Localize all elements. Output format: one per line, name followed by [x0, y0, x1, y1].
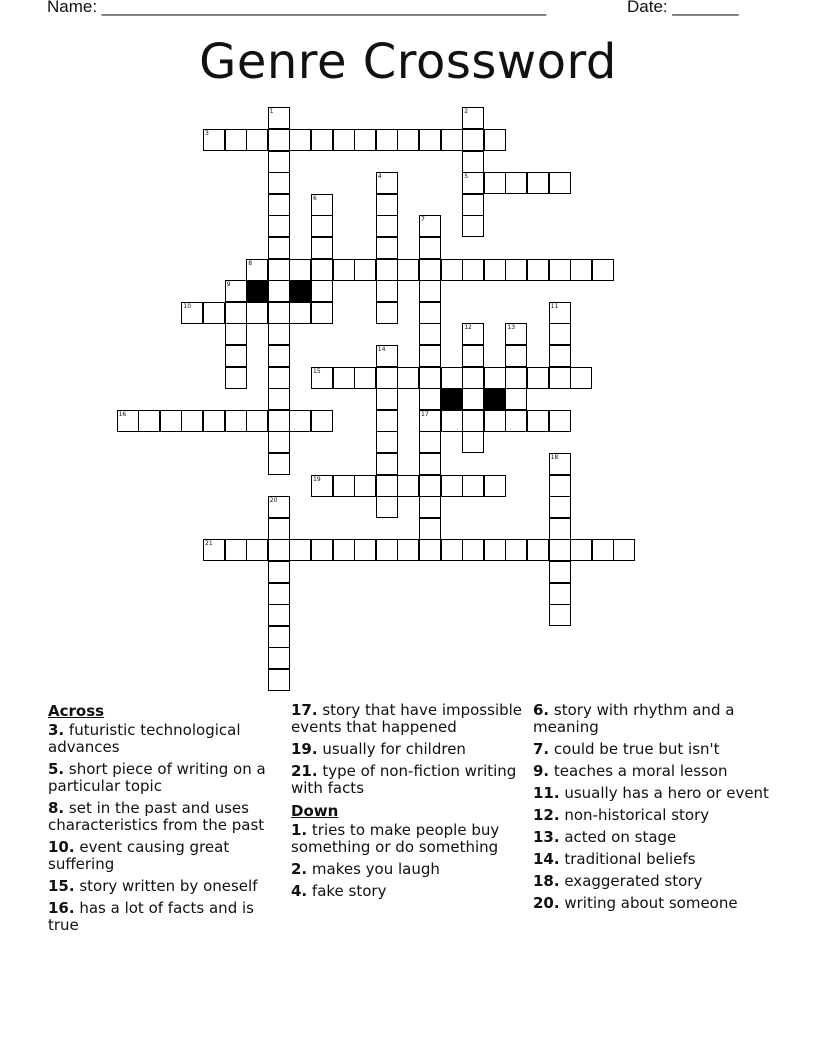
crossword-cell[interactable] — [311, 129, 333, 151]
crossword-cell[interactable] — [333, 539, 355, 561]
crossword-cell[interactable] — [484, 410, 506, 432]
crossword-cell[interactable] — [268, 561, 290, 583]
crossword-cell[interactable] — [505, 345, 527, 367]
crossword-cell[interactable] — [311, 194, 333, 216]
crossword-cell[interactable] — [268, 410, 290, 432]
crossword-cell[interactable] — [549, 172, 571, 194]
crossword-cell[interactable] — [419, 345, 441, 367]
clue — [533, 763, 773, 780]
clue-number: 15 — [313, 367, 321, 375]
crossword-cell[interactable] — [354, 539, 376, 561]
clue-number: 17. — [291, 701, 318, 719]
clue — [48, 722, 284, 756]
crossword-cell[interactable] — [549, 561, 571, 583]
crossword-cell[interactable] — [549, 367, 571, 389]
crossword-cell[interactable] — [376, 496, 398, 518]
crossword-cell[interactable] — [268, 151, 290, 173]
crossword-cell[interactable] — [311, 237, 333, 259]
clue-number: 15. — [48, 877, 75, 895]
crossword-cell[interactable] — [376, 129, 398, 151]
crossword-cell[interactable] — [592, 539, 614, 561]
clue-number: 16. — [48, 899, 75, 917]
crossword-cell[interactable] — [462, 194, 484, 216]
crossword-cell[interactable] — [203, 302, 225, 324]
crossword-cell[interactable] — [549, 518, 571, 540]
crossword-cell[interactable] — [419, 410, 441, 432]
crossword-cell[interactable] — [527, 367, 549, 389]
clue-number: 7 — [421, 216, 425, 224]
crossword-cell[interactable] — [311, 280, 333, 302]
clue-number: 7. — [533, 740, 550, 758]
clue-text: story with rhythm and a meaning — [533, 701, 735, 736]
crossword-cell[interactable] — [246, 410, 268, 432]
clue-column-1 — [48, 702, 284, 939]
crossword-cell[interactable] — [138, 410, 160, 432]
crossword-cell[interactable] — [289, 129, 311, 151]
crossword-cell[interactable] — [419, 475, 441, 497]
clue — [533, 741, 773, 758]
crossword-cell[interactable] — [527, 410, 549, 432]
clue — [533, 895, 773, 912]
crossword-cell[interactable] — [268, 129, 290, 151]
black-square — [289, 280, 311, 302]
crossword-cell[interactable] — [462, 129, 484, 151]
crossword-cell[interactable] — [570, 259, 592, 281]
crossword-cell[interactable] — [484, 259, 506, 281]
clue-text: story written by oneself — [74, 877, 258, 895]
crossword-cell[interactable] — [268, 280, 290, 302]
black-square — [246, 280, 268, 302]
clue-text: teaches a moral lesson — [549, 762, 728, 780]
clue-column-2 — [291, 702, 527, 905]
crossword-cell[interactable] — [441, 259, 463, 281]
clue-column-3 — [533, 702, 773, 917]
crossword-cell[interactable] — [376, 172, 398, 194]
crossword-cell[interactable] — [268, 215, 290, 237]
clue-text: set in the past and uses characteristics from the past — [48, 799, 265, 834]
crossword-cell[interactable] — [419, 539, 441, 561]
clue — [48, 800, 284, 834]
crossword-cell[interactable] — [462, 367, 484, 389]
crossword-cell[interactable] — [376, 237, 398, 259]
clue-number: 13 — [507, 324, 516, 332]
crossword-cell[interactable] — [376, 215, 398, 237]
crossword-cell[interactable] — [462, 539, 484, 561]
crossword-cell[interactable] — [505, 367, 527, 389]
clue-text: futuristic technological advances — [48, 721, 241, 756]
clue-text: could be true but isn't — [549, 740, 720, 758]
clue-text: story that have impossible events that happened — [291, 701, 523, 736]
clue-number: 8. — [48, 799, 65, 817]
crossword-cell[interactable] — [311, 410, 333, 432]
date-line: Date: _______ — [627, 0, 739, 16]
crossword-cell[interactable] — [376, 367, 398, 389]
clue — [48, 900, 284, 934]
clue — [533, 873, 773, 890]
crossword-cell[interactable] — [376, 388, 398, 410]
clue-number: 6 — [313, 194, 317, 202]
clue-text: non-historical story — [559, 806, 710, 824]
crossword-cell[interactable] — [505, 323, 527, 345]
crossword-cell[interactable] — [397, 259, 419, 281]
clue — [533, 851, 773, 868]
crossword-cell[interactable] — [225, 539, 247, 561]
crossword-cell[interactable] — [181, 302, 203, 324]
clue-number: 19. — [291, 740, 318, 758]
crossword-cell[interactable] — [419, 302, 441, 324]
crossword-cell[interactable] — [203, 410, 225, 432]
crossword-cell[interactable] — [419, 496, 441, 518]
crossword-cell[interactable] — [333, 475, 355, 497]
clue-number: 10 — [183, 302, 192, 310]
crossword-cell[interactable] — [419, 215, 441, 237]
crossword-cell[interactable] — [419, 280, 441, 302]
crossword-cell[interactable] — [268, 496, 290, 518]
clue-number: 19 — [313, 475, 321, 483]
clue-number: 5. — [48, 760, 65, 778]
crossword-cell[interactable] — [268, 539, 290, 561]
name-line: Name: _______________________________________________ — [47, 0, 547, 16]
crossword-cell[interactable] — [268, 194, 290, 216]
clue-number: 11. — [533, 784, 560, 802]
crossword-cell[interactable] — [246, 302, 268, 324]
clue — [291, 822, 527, 856]
crossword-cell[interactable] — [225, 410, 247, 432]
crossword-cell[interactable] — [268, 107, 290, 129]
crossword-cell[interactable] — [311, 259, 333, 281]
crossword-cell[interactable] — [289, 259, 311, 281]
clue-number: 2 — [464, 108, 469, 116]
clue — [533, 785, 773, 802]
clue-text: usually has a hero or event — [559, 784, 769, 802]
clue-number: 4 — [377, 173, 382, 181]
clue — [533, 829, 773, 846]
crossword-cell[interactable] — [484, 129, 506, 151]
crossword-cell[interactable] — [484, 367, 506, 389]
crossword-cell[interactable] — [268, 345, 290, 367]
clue-number: 3. — [48, 721, 65, 739]
crossword-cell[interactable] — [441, 367, 463, 389]
crossword-cell[interactable] — [311, 475, 333, 497]
clue-number: 9 — [226, 281, 231, 289]
crossword-cell[interactable] — [333, 129, 355, 151]
clue-number: 10. — [48, 838, 75, 856]
clue — [533, 807, 773, 824]
crossword-cell[interactable] — [225, 323, 247, 345]
crossword-cell[interactable] — [419, 518, 441, 540]
clue — [291, 741, 527, 758]
crossword-cell[interactable] — [225, 367, 247, 389]
black-square — [484, 388, 506, 410]
black-square — [441, 388, 463, 410]
clue-number: 13. — [533, 828, 560, 846]
crossword-cell[interactable] — [419, 237, 441, 259]
clue-number: 9. — [533, 762, 550, 780]
crossword-cell[interactable] — [268, 172, 290, 194]
clue-text: usually for children — [317, 740, 466, 758]
crossword-cell[interactable] — [268, 453, 290, 475]
crossword-cell[interactable] — [311, 215, 333, 237]
clue-number: 18. — [533, 872, 560, 890]
clue-number: 14. — [533, 850, 560, 868]
crossword-cell[interactable] — [462, 475, 484, 497]
crossword-cell[interactable] — [376, 475, 398, 497]
crossword-cell[interactable] — [268, 669, 290, 691]
crossword-cell[interactable] — [268, 388, 290, 410]
crossword-cell[interactable] — [333, 367, 355, 389]
crossword-cell[interactable] — [549, 453, 571, 475]
crossword-cell[interactable] — [462, 172, 484, 194]
clue-number: 12 — [464, 324, 472, 332]
clue-number: 8 — [248, 259, 253, 267]
crossword-cell[interactable] — [419, 388, 441, 410]
crossword-cell[interactable] — [462, 323, 484, 345]
clue-text: event causing great suffering — [48, 838, 230, 873]
crossword-cell[interactable] — [441, 475, 463, 497]
clue-number: 21. — [291, 762, 318, 780]
clue — [291, 861, 527, 878]
down-heading: Down — [291, 802, 339, 820]
clue-text: short piece of writing on a particular topic — [48, 760, 266, 795]
crossword-cell[interactable] — [181, 410, 203, 432]
clue-text: exaggerated story — [559, 872, 703, 890]
crossword-cell[interactable] — [203, 129, 225, 151]
clue-number: 20 — [269, 497, 278, 505]
across-heading: Across — [48, 702, 105, 720]
crossword-cell[interactable] — [268, 323, 290, 345]
crossword-cell[interactable] — [549, 496, 571, 518]
crossword-cell[interactable] — [549, 604, 571, 626]
crossword-cell[interactable] — [505, 410, 527, 432]
crossword-cell[interactable] — [376, 410, 398, 432]
crossword-cell[interactable] — [462, 215, 484, 237]
clue-number: 12. — [533, 806, 560, 824]
crossword-cell[interactable] — [268, 626, 290, 648]
page-title: Genre Crossword — [199, 34, 617, 90]
crossword-cell[interactable] — [462, 431, 484, 453]
crossword-cell[interactable] — [376, 345, 398, 367]
crossword-cell[interactable] — [419, 431, 441, 453]
crossword-cell[interactable] — [527, 259, 549, 281]
crossword-cell[interactable] — [117, 410, 139, 432]
crossword-cell[interactable] — [354, 367, 376, 389]
clue-text: type of non-fiction writing with facts — [291, 762, 517, 797]
clue-text: acted on stage — [559, 828, 677, 846]
crossword-cell[interactable] — [268, 583, 290, 605]
crossword-cell[interactable] — [333, 259, 355, 281]
crossword-cell[interactable] — [376, 431, 398, 453]
crossword-cell[interactable] — [419, 323, 441, 345]
crossword-cell[interactable] — [376, 539, 398, 561]
crossword-cell[interactable] — [246, 259, 268, 281]
clue-number: 1. — [291, 821, 308, 839]
clue — [533, 702, 773, 736]
crossword-cell[interactable] — [268, 237, 290, 259]
crossword-cell[interactable] — [376, 259, 398, 281]
clue — [291, 702, 527, 736]
crossword-cell[interactable] — [441, 410, 463, 432]
crossword-cell[interactable] — [225, 302, 247, 324]
clue-text: tries to make people buy something or do something — [291, 821, 500, 856]
crossword-cell[interactable] — [419, 367, 441, 389]
crossword-cell[interactable] — [397, 367, 419, 389]
clue-number: 17 — [421, 410, 429, 418]
crossword-cell[interactable] — [419, 453, 441, 475]
crossword-cell[interactable] — [354, 259, 376, 281]
crossword-cell[interactable] — [246, 129, 268, 151]
crossword-cell[interactable] — [549, 302, 571, 324]
crossword-cell[interactable] — [441, 129, 463, 151]
crossword-cell[interactable] — [268, 259, 290, 281]
crossword-cell[interactable] — [484, 539, 506, 561]
crossword-cell[interactable] — [354, 475, 376, 497]
clue-number: 14 — [377, 346, 386, 353]
crossword-cell[interactable] — [549, 539, 571, 561]
crossword-cell[interactable] — [311, 302, 333, 324]
clue-number: 20. — [533, 894, 560, 912]
crossword-cell[interactable] — [462, 410, 484, 432]
crossword-cell[interactable] — [225, 345, 247, 367]
crossword-cell[interactable] — [549, 259, 571, 281]
crossword-cell[interactable] — [289, 539, 311, 561]
crossword-cell[interactable] — [225, 280, 247, 302]
crossword-cell[interactable] — [484, 172, 506, 194]
crossword-cell[interactable] — [268, 302, 290, 324]
clue — [291, 763, 527, 797]
clue-number: 21 — [205, 540, 213, 548]
crossword-cell[interactable] — [570, 367, 592, 389]
crossword-cell[interactable] — [441, 539, 463, 561]
crossword-cell[interactable] — [462, 107, 484, 129]
clue-text: traditional beliefs — [559, 850, 696, 868]
crossword-cell[interactable] — [505, 259, 527, 281]
crossword-cell[interactable] — [505, 172, 527, 194]
clue-number: 5 — [464, 173, 469, 181]
clue-number: 18 — [550, 454, 559, 461]
clue — [291, 883, 527, 900]
clue-number: 2. — [291, 860, 308, 878]
crossword-cell[interactable] — [268, 518, 290, 540]
clue-text: has a lot of facts and is true — [48, 899, 254, 934]
clue-number: 16 — [118, 410, 127, 418]
clue-number: 6. — [533, 701, 550, 719]
crossword-cell[interactable] — [268, 647, 290, 669]
crossword-cell[interactable] — [376, 453, 398, 475]
crossword-cell[interactable] — [613, 539, 635, 561]
crossword-cell[interactable] — [462, 388, 484, 410]
crossword-cell[interactable] — [376, 280, 398, 302]
crossword-cell[interactable] — [549, 410, 571, 432]
crossword-cell[interactable] — [376, 302, 398, 324]
crossword-cell[interactable] — [549, 345, 571, 367]
crossword-cell[interactable] — [268, 431, 290, 453]
crossword-cell[interactable] — [311, 367, 333, 389]
crossword-cell[interactable] — [505, 539, 527, 561]
clue — [48, 839, 284, 873]
crossword-cell[interactable] — [419, 129, 441, 151]
crossword-cell[interactable] — [549, 323, 571, 345]
crossword-cell[interactable] — [354, 129, 376, 151]
crossword-cell[interactable] — [289, 302, 311, 324]
crossword-cell[interactable] — [527, 172, 549, 194]
crossword-cell[interactable] — [246, 539, 268, 561]
crossword-cell[interactable] — [225, 129, 247, 151]
crossword-cell[interactable] — [397, 539, 419, 561]
crossword-cell[interactable] — [549, 475, 571, 497]
crossword-cell[interactable] — [268, 367, 290, 389]
crossword-cell[interactable] — [203, 539, 225, 561]
clue-text: makes you laugh — [307, 860, 440, 878]
crossword-cell[interactable] — [397, 475, 419, 497]
clue-number: 1 — [269, 108, 274, 116]
clue-number: 3 — [205, 130, 209, 137]
crossword-cell[interactable] — [592, 259, 614, 281]
crossword-cell[interactable] — [505, 388, 527, 410]
crossword-cell[interactable] — [376, 194, 398, 216]
crossword-cell[interactable] — [419, 259, 441, 281]
crossword-cell[interactable] — [462, 151, 484, 173]
crossword-cell[interactable] — [397, 129, 419, 151]
crossword-cell[interactable] — [289, 410, 311, 432]
clue-text: writing about someone — [559, 894, 738, 912]
clue-text: fake story — [307, 882, 387, 900]
clue-number: 11 — [550, 302, 559, 310]
crossword-cell[interactable] — [549, 583, 571, 605]
crossword-cell[interactable] — [484, 475, 506, 497]
crossword-cell[interactable] — [462, 345, 484, 367]
crossword-cell[interactable] — [527, 539, 549, 561]
clue-number: 4. — [291, 882, 308, 900]
crossword-cell[interactable] — [268, 604, 290, 626]
clue — [48, 761, 284, 795]
crossword-cell[interactable] — [570, 539, 592, 561]
crossword-cell[interactable] — [160, 410, 182, 432]
clue — [48, 878, 284, 895]
crossword-cell[interactable] — [462, 259, 484, 281]
crossword-cell[interactable] — [311, 539, 333, 561]
